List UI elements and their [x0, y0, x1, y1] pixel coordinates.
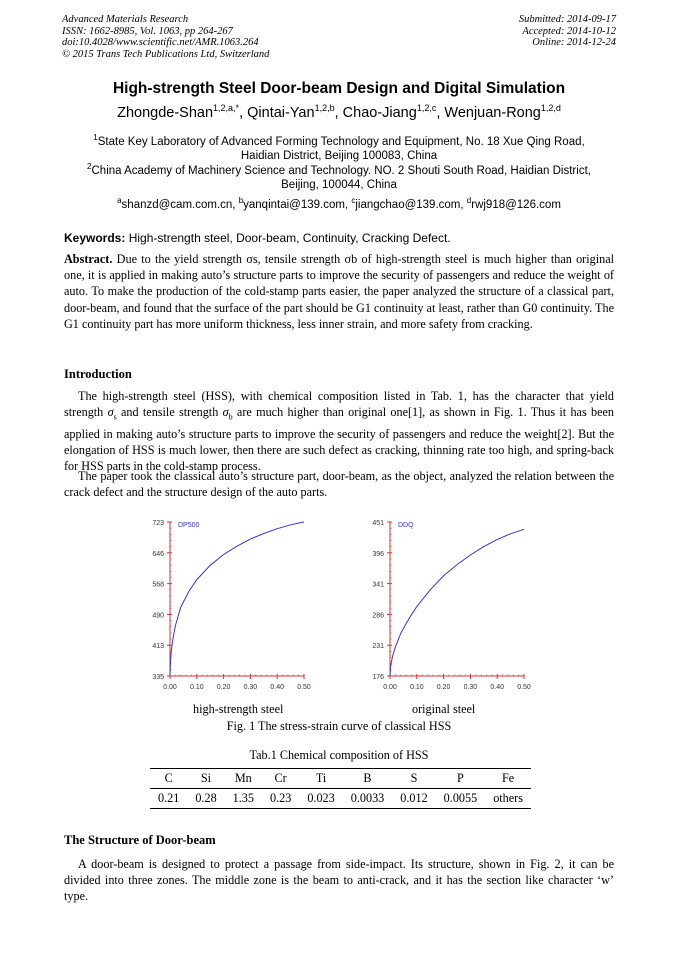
email-list: $^a$shanzd@cam.com.cn, $^b$yanqintai@139.com, $^c$jiangchao@139.com, $^d$rwj918@126.com: [117, 196, 561, 211]
affiliation-line: State Key Laboratory of Advanced Forming Technology and Equipment, No. 18 Xue Qing Road,: [97, 135, 585, 148]
x-tick-label: 0.30: [463, 684, 478, 691]
legend-label: DDQ: [398, 522, 414, 529]
affiliation-line: China Academy of Machinery Science and Technology. NO. 2 Shouti South Road, Haidian District,: [91, 164, 591, 177]
email-link[interactable]: shanzd@cam.com.cn: [121, 198, 233, 211]
submission-dates: [519, 14, 616, 49]
table-cell: 0.0055: [443, 791, 478, 805]
accepted-date: Accepted: 2014-10-12: [522, 25, 616, 37]
y-tick-label: 646: [152, 550, 164, 558]
x-tick-label: 0.00: [383, 684, 397, 691]
keywords-label: Keywords:: [64, 231, 126, 245]
email-sup: b: [238, 196, 244, 205]
chemical-composition-table: [150, 768, 531, 809]
x-tick-label: 0.30: [243, 684, 258, 691]
author-sup: 1,2,c: [416, 103, 437, 113]
paper-title: High-strength Steel Door-beam Design and Digital Simulation: [112, 80, 566, 97]
intro-text: are much higher than original one[1], as shown in Fig. 1. Thus it has been applied in making auto’s structure parts to improve the security of passengers and reduce the weight[2]. But the elongation of HSS is much lower, then there are such defect as cracking, thinning rate too high, and spring-back for HSS parts in the cold-stamp process.: [64, 405, 615, 474]
author-sup: 1,2,a,*: [213, 103, 240, 113]
table-header-row: [150, 769, 531, 789]
table-header-cell: B: [363, 771, 372, 785]
stress-strain-curve: [390, 529, 524, 676]
table-header-cell: Cr: [274, 771, 287, 785]
journal-name: Advanced Materials Research: [62, 14, 189, 25]
y-tick-label: 396: [372, 550, 384, 558]
table-header-cell: C: [164, 771, 173, 785]
x-tick-label: 0.40: [490, 684, 505, 691]
copyright: © 2015 Trans Tech Publications Ltd, Switzerland: [62, 48, 270, 60]
keywords-text: High-strength steel, Door-beam, Continuity, Cracking Defect.: [128, 231, 451, 245]
table-header-cell: S: [410, 771, 418, 785]
structure-text: A door-beam is designed to protect a passage from side-impact. Its structure, shown in Fig. 2, it can be divided into three zones. The middle zone is the beam to anti-crack, and it has the section like character ‘w’ type.: [64, 857, 614, 904]
table-header-cell: Ti: [315, 771, 327, 785]
affiliation-line: Haidian District, Beijing 100083, China: [240, 150, 438, 163]
affiliation-2: [62, 160, 616, 193]
y-tick-label: 231: [372, 643, 384, 651]
table-cell: 0.21: [158, 791, 180, 805]
email-link[interactable]: rwj918@126.com: [471, 198, 561, 211]
journal-info: [62, 14, 269, 60]
sigma-symbol: σ: [222, 405, 229, 420]
table-cell: 0.0033: [350, 791, 385, 805]
y-tick-label: 335: [152, 674, 164, 681]
intro-text: The paper took the classical auto’s structure part, door-beam, as the object, analyzed the relation between the crack defect and the structure design of the auto parts.: [64, 469, 614, 500]
x-tick-label: 0.10: [189, 684, 204, 691]
y-tick-label: 451: [372, 520, 384, 527]
sub-caption-original: original steel: [412, 702, 476, 716]
y-tick-label: 176: [372, 674, 384, 681]
author-name: Wenjuan-Rong: [444, 104, 541, 121]
table-cell: 0.23: [269, 791, 292, 805]
intro-text: and tensile strength: [116, 405, 223, 420]
affiliation-1: [62, 131, 616, 164]
y-tick-label: 413: [152, 643, 164, 651]
intro-text: The high-strength steel (HSS), with chemical composition listed in Tab. 1, has the character that yield strength: [64, 389, 614, 420]
x-tick-label: 0.10: [409, 684, 424, 691]
table-cell: 1.35: [232, 791, 254, 805]
sigma-symbol: σ: [107, 405, 114, 420]
table-cell: 0.012: [400, 791, 428, 805]
table-header-cell: Mn: [234, 771, 252, 785]
author-sup: 1,2,d: [540, 103, 561, 113]
y-tick-label: 490: [152, 612, 164, 620]
email-sup: d: [466, 196, 472, 205]
y-tick-label: 723: [152, 520, 164, 527]
legend-label: DP500: [178, 522, 200, 529]
keywords: [64, 231, 616, 245]
figure-caption: Fig. 1 The stress-strain curve of classical HSS: [226, 719, 452, 733]
abstract: [64, 251, 614, 332]
submitted-date: Submitted: 2014-09-17: [518, 14, 616, 25]
table-cell: others: [493, 791, 523, 805]
email-link[interactable]: yanqintai@139.com: [243, 198, 345, 211]
issn: ISSN: 1662-8985, Vol. 1063, pp 264-267: [62, 25, 233, 37]
author-sup: 1,2,b: [314, 103, 335, 113]
y-tick-label: 341: [372, 581, 384, 589]
affiliation-line: Beijing, 100044, China: [281, 179, 397, 192]
chart-svg: [140, 512, 320, 702]
doi: doi:10.4028/www.scientific.net/AMR.1063.264: [62, 37, 259, 48]
intro-paragraph-1: [64, 388, 614, 474]
stress-strain-chart-hss: [140, 512, 320, 707]
abstract-label: Abstract.: [64, 252, 113, 266]
abstract-text: Due to the yield strength σs, tensile strength σb of high-strength steel is much higher than original one, it is applied in making auto’s structure parts to improve the security of passengers and reduce the weight of auto. To make the production of the cold-stamp parts easier, the paper analyzed the structure of a classical part, door-beam, and found that the surface of the part should be G1 continuity at least, rather than G0 continuity. The G1 continuity part has more uniform thickness, less inner strain, and more safety from cracking.: [64, 252, 614, 331]
y-tick-label: 568: [152, 581, 164, 589]
x-tick-label: 0.00: [163, 684, 177, 691]
sigma-subscript: b: [228, 412, 233, 422]
x-tick-label: 0.50: [517, 684, 531, 691]
email-link[interactable]: jiangchao@139.com: [355, 198, 461, 211]
table-header-cell: Si: [200, 771, 212, 785]
chart-svg: [360, 512, 540, 702]
stress-strain-curve: [170, 522, 304, 676]
x-tick-label: 0.40: [270, 684, 285, 691]
author-list: Zhongde-Shan$^{1,2,a,*}$, Qintai-Yan$^{1,2,b}$, Chao-Jiang$^{1,2,c}$, Wenjuan-Rong$^{1,2,d}$: [117, 103, 561, 121]
sigma-subscript: s: [113, 412, 117, 422]
author-name: Zhongde-Shan: [117, 104, 214, 121]
table-header-cell: Fe: [501, 771, 515, 785]
affiliation-sup: 2: [87, 162, 92, 171]
author-name: Qintai-Yan: [247, 104, 315, 121]
table-row: [150, 789, 531, 809]
sub-caption-hss: high-strength steel: [193, 702, 284, 716]
table-cell: 0.28: [195, 791, 217, 805]
affiliation-sup: 1: [93, 133, 98, 142]
section-heading-introduction: Introduction: [64, 367, 132, 381]
email-sup: c: [351, 196, 356, 205]
table-header-cell: P: [457, 771, 464, 785]
x-tick-label: 0.20: [436, 684, 451, 691]
intro-paragraph-2: [64, 468, 614, 500]
online-date: Online: 2014-12-24: [532, 37, 616, 48]
author-name: Chao-Jiang: [342, 104, 417, 121]
stress-strain-chart-original: [360, 512, 540, 707]
section-heading-structure: The Structure of Door-beam: [64, 833, 216, 847]
x-tick-label: 0.50: [297, 684, 311, 691]
structure-paragraph-1: [64, 856, 614, 905]
x-tick-label: 0.20: [216, 684, 231, 691]
email-sup: a: [117, 196, 122, 205]
table-caption: Tab.1 Chemical composition of HSS: [249, 748, 429, 762]
y-tick-label: 286: [372, 612, 384, 620]
table-cell: 0.023: [307, 791, 335, 805]
